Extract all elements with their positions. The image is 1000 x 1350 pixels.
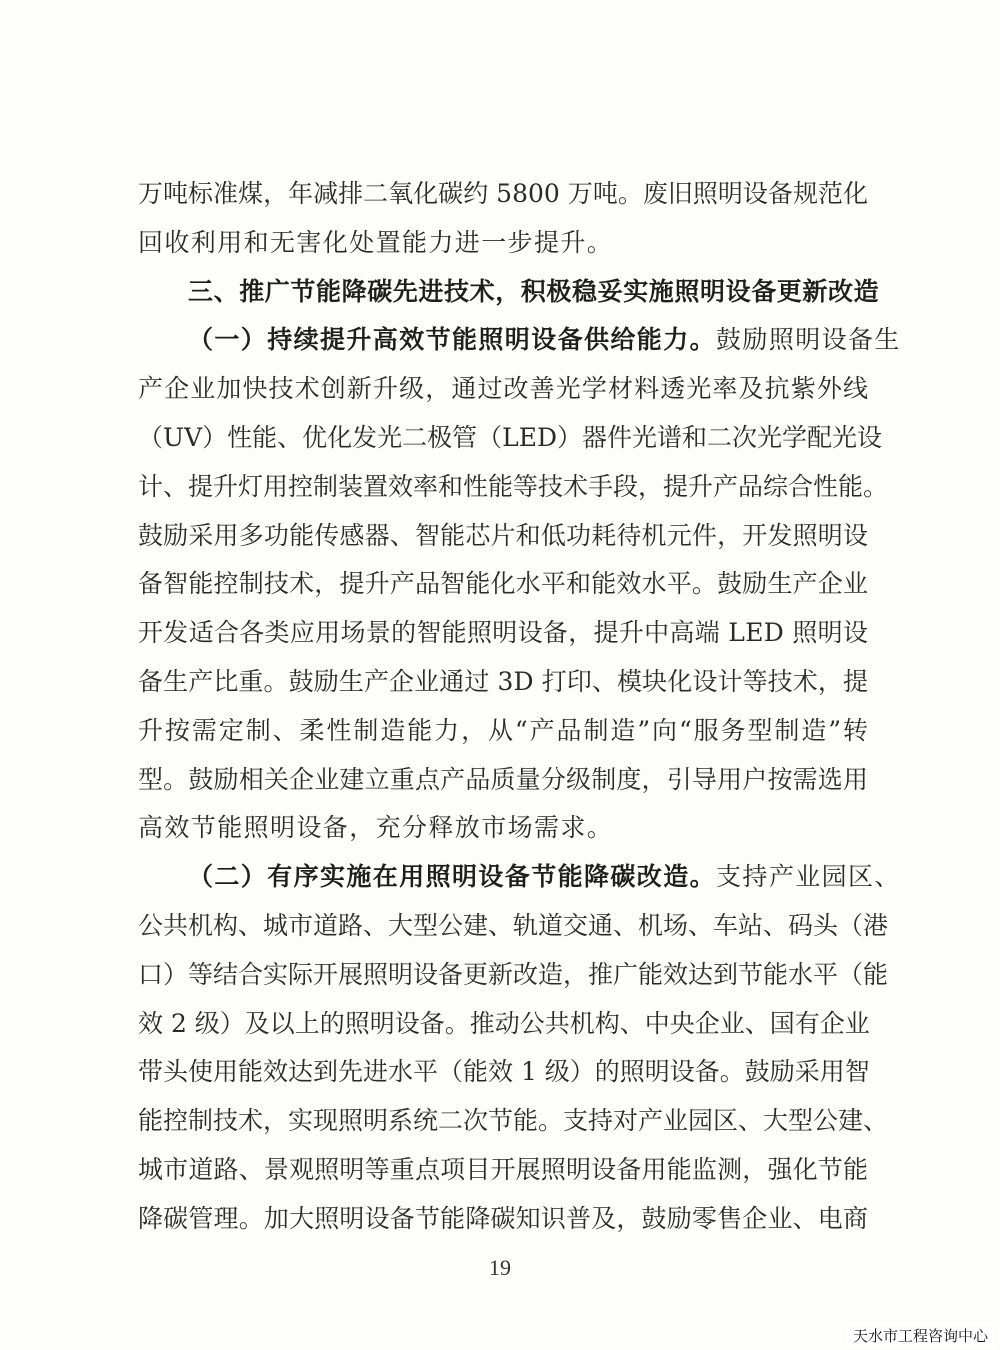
paragraph-line: 鼓励采用多功能传感器、智能芯片和低功耗待机元件，开发照明设 <box>138 520 869 550</box>
paragraph-line: 升按需定制、柔性制造能力，从“产品制造”向“服务型制造”转 <box>138 715 870 745</box>
page-number: 19 <box>489 1255 511 1280</box>
paragraph-line: （UV）性能、优化发光二极管（LED）器件光谱和二次光学配光设 <box>138 422 883 452</box>
paragraph-lead-line <box>138 316 901 365</box>
paragraph-lead-line <box>138 853 901 902</box>
paragraph-text: 支持产业园区、 <box>716 862 901 892</box>
section-heading: 三、推广节能降碳先进技术，积极稳妥实施照明设备更新改造 <box>188 276 880 306</box>
paragraph-line: 备智能控制技术，提升产品智能化水平和能效水平。鼓励生产企业 <box>138 569 869 599</box>
paragraph-line: 口）等结合实际开展照明设备更新改造，推广能效达到节能水平（能 <box>138 959 889 989</box>
paragraph-line: 降碳管理。加大照明设备节能降碳知识普及，鼓励零售企业、电商 <box>138 1203 869 1233</box>
paragraph-line: 带头使用能效达到先进水平（能效 1 级）的照明设备。鼓励采用智 <box>138 1057 870 1087</box>
paragraph-line: 型。鼓励相关企业建立重点产品质量分级制度，引导用户按需选用 <box>138 764 869 794</box>
source-watermark: 天水市工程咨询中心 <box>847 1323 994 1348</box>
paragraph-line: 能控制技术，实现照明系统二次节能。支持对产业园区、大型公建、 <box>138 1106 889 1136</box>
paragraph-line: 城市道路、景观照明等重点项目开展照明设备用能监测，强化节能 <box>138 1154 869 1184</box>
paragraph-text: 鼓励照明设备生 <box>716 325 901 355</box>
paragraph-line: 万吨标准煤，年减排二氧化碳约 5800 万吨。废旧照明设备规范化 <box>138 179 869 208</box>
body-text <box>138 170 901 1244</box>
paragraph-line: 高效节能照明设备，充分释放市场需求。 <box>138 813 614 843</box>
paragraph-line: 公共机构、城市道路、大型公建、轨道交通、机场、车站、码头（港 <box>138 910 889 940</box>
paragraph-line: 产企业加快技术创新升级，通过改善光学材料透光率及抗紫外线 <box>138 374 870 404</box>
paragraph-line: 计、提升灯用控制装置效率和性能等技术手段，提升产品综合性能。 <box>138 471 889 501</box>
paragraph-line: 回收利用和无害化处置能力进一步提升。 <box>138 227 614 257</box>
subsection-title: （一）持续提升高效节能照明设备供给能力。 <box>188 325 717 355</box>
paragraph-line: 效 2 级）及以上的照明设备。推动公共机构、中央企业、国有企业 <box>138 1008 870 1038</box>
subsection-title: （二）有序实施在用照明设备节能降碳改造。 <box>188 862 717 892</box>
paragraph-line: 备生产比重。鼓励生产企业通过 3D 打印、模块化设计等技术，提 <box>138 666 869 696</box>
paragraph-line: 开发适合各类应用场景的智能照明设备，提升中高端 LED 照明设 <box>138 618 869 648</box>
